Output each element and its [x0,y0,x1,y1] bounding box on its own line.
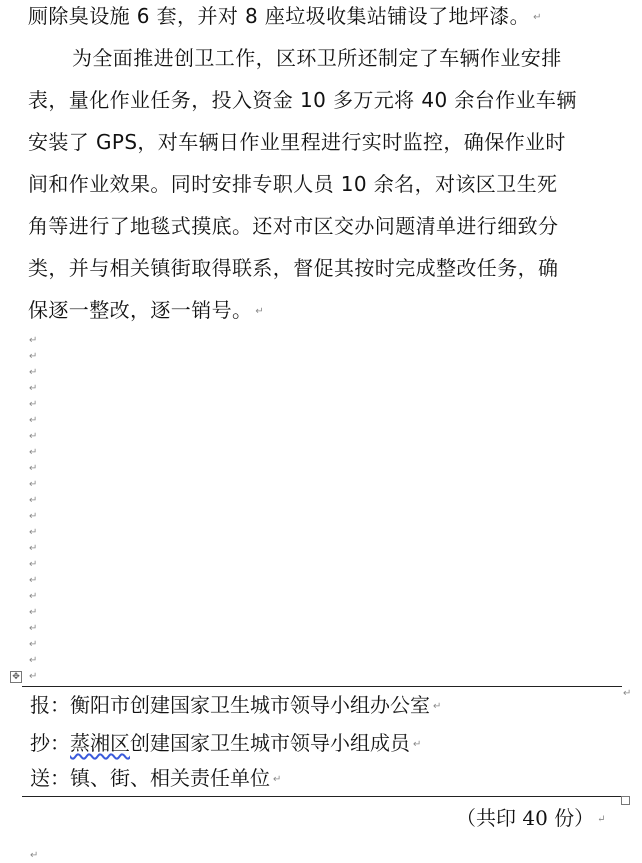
paragraph-mark: ↵ [413,738,422,750]
body-line-5 [28,168,557,209]
empty-paragraph-mark: ↵ [29,415,38,426]
body-line-6-text: 角等进行了地毯式摸底。还对市区交办问题清单进行细致分 [28,214,559,238]
body-line-4-text: 安装了 GPS，对车辆日作业里程进行实时监控，确保作业时 [28,130,566,154]
empty-paragraph-mark: ↵ [29,671,38,682]
report-value: 衡阳市创建国家卫生城市领导小组办公室 [70,693,430,717]
top-rule [22,686,622,687]
send-value: 镇、街、相关责任单位 [70,766,270,790]
empty-paragraph-mark: ↵ [29,559,38,570]
paragraph-mark: ↵ [533,12,542,23]
copy-value: 创建国家卫生城市领导小组成员 [130,731,410,755]
send-label: 送： [30,766,70,790]
table-resize-handle[interactable] [621,796,630,805]
copies-note [456,803,606,835]
empty-paragraph-mark: ↵ [29,495,38,506]
copies-note-text: （共印 40 份） [456,806,595,830]
empty-paragraph-mark: ↵ [29,399,38,410]
send-row [30,763,281,795]
empty-paragraph-mark: ↵ [29,367,38,378]
body-line-8-text: 保逐一整改，逐一销号。 [28,298,253,322]
body-line-2-text: 为全面推进创卫工作，区环卫所还制定了车辆作业安排 [72,46,562,70]
body-line-3 [28,84,577,125]
copy-label: 抄： [30,731,70,755]
final-paragraph-mark: ↵ [30,850,39,861]
paragraph-mark: ↵ [273,773,282,785]
empty-paragraph-marks [29,333,37,685]
empty-paragraph-mark: ↵ [29,351,38,362]
empty-paragraph-mark: ↵ [29,527,38,538]
empty-paragraph-mark: ↵ [29,575,38,586]
empty-paragraph-mark: ↵ [29,463,38,474]
empty-paragraph-mark: ↵ [29,607,38,618]
body-line-1 [28,0,542,41]
body-line-4 [28,126,566,167]
empty-paragraph-mark: ↵ [29,591,38,602]
body-line-3-text: 表，量化作业任务，投入资金 10 多万元将 40 余台作业车辆 [28,88,577,112]
empty-paragraph-mark: ↵ [29,655,38,666]
empty-paragraph-mark: ↵ [29,639,38,650]
empty-paragraph-mark: ↵ [29,623,38,634]
body-line-2 [72,42,562,83]
empty-paragraph-mark: ↵ [29,511,38,522]
body-line-1-text: 厕除臭设施 6 套，并对 8 座垃圾收集站铺设了地坪漆。 [28,4,531,28]
body-line-7-text: 类，并与相关镇街取得联系，督促其按时完成整改任务，确 [28,256,559,280]
copy-row [30,728,421,760]
empty-paragraph-mark: ↵ [29,431,38,442]
copy-prefix-spellcheck: 蒸湘区 [70,731,130,755]
paragraph-mark: ↵ [597,813,606,825]
paragraph-mark: ↵ [433,700,442,712]
body-line-6 [28,210,558,251]
empty-paragraph-mark: ↵ [29,383,38,394]
body-line-5-text: 间和作业效果。同时安排专职人员 10 余名，对该区卫生死 [28,172,558,196]
empty-paragraph-mark: ↵ [29,543,38,554]
move-handle-icon[interactable]: ✥ [10,671,22,683]
body-line-7 [28,252,558,293]
empty-paragraph-mark: ↵ [29,479,38,490]
empty-paragraph-mark: ↵ [29,447,38,458]
paragraph-mark: ↵ [255,306,265,317]
bottom-rule [22,796,622,797]
empty-paragraph-mark: ↵ [29,335,38,346]
body-line-8 [28,294,264,335]
cell-end-mark: ↵ [623,688,632,699]
report-row [30,690,441,722]
report-label: 报： [30,693,70,717]
